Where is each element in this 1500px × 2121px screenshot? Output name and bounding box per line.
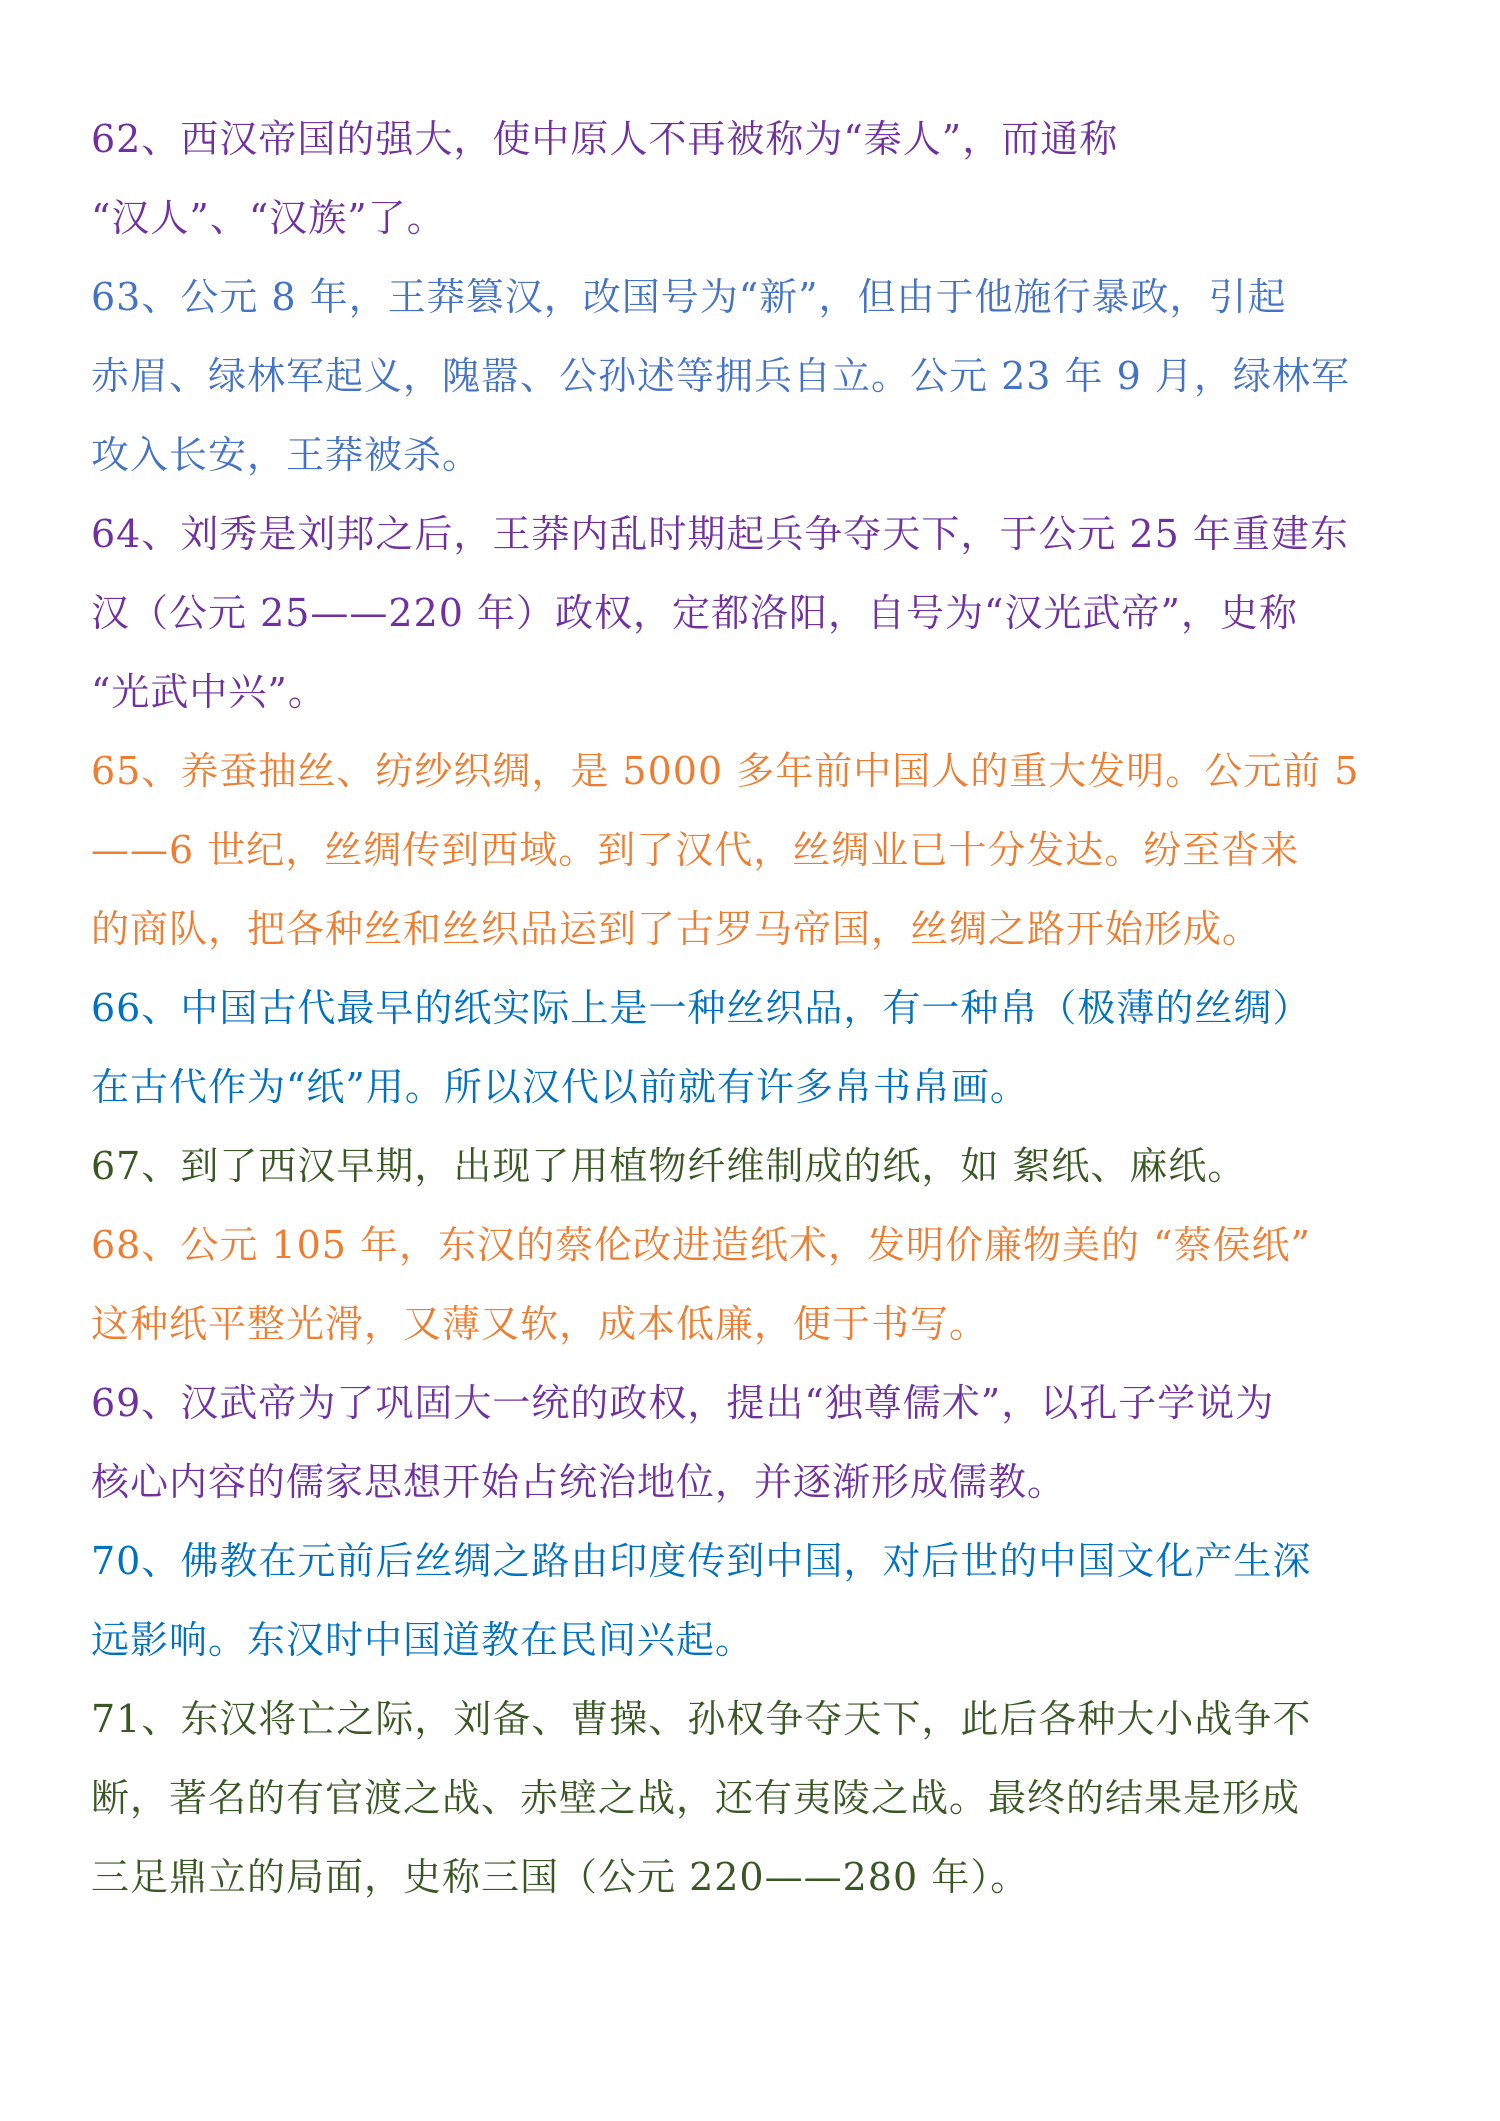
paragraph-line: 攻入长安，王莽被杀。 xyxy=(91,433,482,477)
paragraph-line: 在古代作为“纸”用。所以汉代以前就有许多帛书帛画。 xyxy=(91,1065,1029,1109)
paragraph-line: 68、公元 105 年，东汉的蔡伦改进造纸术，发明价廉物美的 “蔡侯纸” xyxy=(91,1223,1311,1267)
paragraph-66 xyxy=(91,969,1421,1127)
paragraph-line: 65、养蚕抽丝、纺纱织绸，是 5000 多年前中国人的重大发明。公元前 5 xyxy=(91,749,1360,793)
paragraph-line: 核心内容的儒家思想开始占统治地位，并逐渐形成儒教。 xyxy=(91,1460,1067,1504)
paragraph-line: 62、西汉帝国的强大，使中原人不再被称为“秦人”，而通称 xyxy=(91,117,1119,161)
paragraph-line: 断，著名的有官渡之战、赤壁之战，还有夷陵之战。最终的结果是形成 xyxy=(91,1776,1301,1820)
paragraph-line: 64、刘秀是刘邦之后，王莽内乱时期起兵争夺天下，于公元 25 年重建东 xyxy=(91,512,1349,556)
paragraph-64 xyxy=(91,495,1421,732)
paragraph-line: 66、中国古代最早的纸实际上是一种丝织品，有一种帛（极薄的丝绸） xyxy=(91,986,1312,1030)
paragraph-line: 汉（公元 25——220 年）政权，定都洛阳，自号为“汉光武帝”，史称 xyxy=(91,591,1298,635)
paragraph-line: “汉人”、“汉族”了。 xyxy=(91,196,446,240)
paragraph-69 xyxy=(91,1364,1421,1522)
paragraph-71 xyxy=(91,1680,1421,1917)
paragraph-65 xyxy=(91,732,1421,969)
paragraph-line: 71、东汉将亡之际，刘备、曹操、孙权争夺天下，此后各种大小战争不 xyxy=(91,1697,1312,1741)
paragraph-line: 的商队，把各种丝和丝织品运到了古罗马帝国，丝绸之路开始形成。 xyxy=(91,907,1262,951)
paragraph-62 xyxy=(91,100,1421,258)
paragraph-line: 三足鼎立的局面，史称三国（公元 220——280 年）。 xyxy=(91,1855,1030,1899)
paragraph-67 xyxy=(91,1127,1421,1206)
paragraph-68 xyxy=(91,1206,1421,1364)
paragraph-line: 这种纸平整光滑，又薄又软，成本低廉，便于书写。 xyxy=(91,1302,989,1346)
paragraph-70 xyxy=(91,1522,1421,1680)
paragraph-line: “光武中兴”。 xyxy=(91,670,327,714)
paragraph-line: 70、佛教在元前后丝绸之路由印度传到中国，对后世的中国文化产生深 xyxy=(91,1539,1312,1583)
paragraph-line: 远影响。东汉时中国道教在民间兴起。 xyxy=(91,1618,755,1662)
paragraph-63 xyxy=(91,258,1421,495)
paragraph-line: 赤眉、绿林军起义，隗嚣、公孙述等拥兵自立。公元 23 年 9 月，绿林军 xyxy=(91,354,1350,398)
paragraph-line: ——6 世纪，丝绸传到西域。到了汉代，丝绸业已十分发达。纷至沓来 xyxy=(91,828,1300,872)
paragraph-line: 69、汉武帝为了巩固大一统的政权，提出“独尊儒术”，以孔子学说为 xyxy=(91,1381,1275,1425)
document-page xyxy=(91,100,1421,1917)
paragraph-line: 67、到了西汉早期，出现了用植物纤维制成的纸，如 絮纸、麻纸。 xyxy=(91,1144,1247,1188)
paragraph-line: 63、公元 8 年，王莽篡汉，改国号为“新”，但由于他施行暴政，引起 xyxy=(91,275,1287,319)
